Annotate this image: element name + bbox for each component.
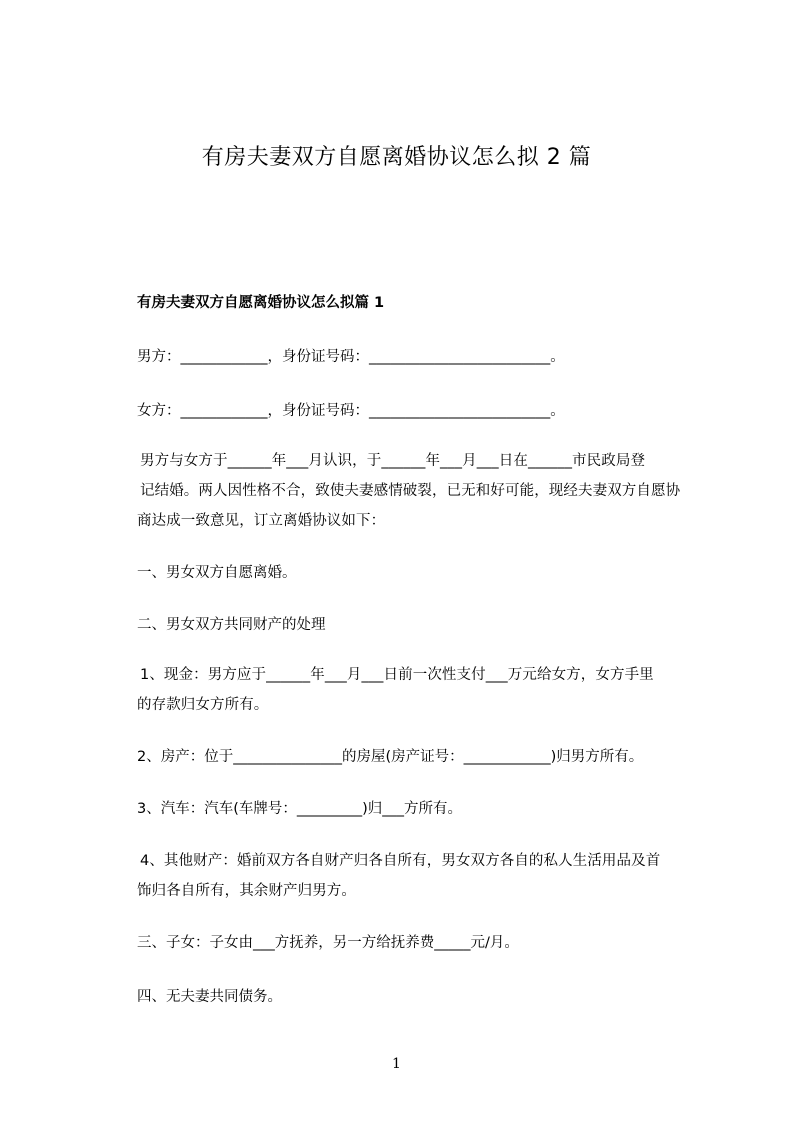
clause-two: 二、男女双方共同财产的处理 xyxy=(137,617,326,633)
item-other-line: 4、其他财产：婚前双方各自财产归各自所有，男女双方各自的私人生活用品及首 xyxy=(140,853,661,869)
item-house: 2、房产：位于_______________的房屋(房产证号：____________)归男方所有。 xyxy=(137,749,644,765)
item-other-line: 饰归各自所有，其余财产归男方。 xyxy=(137,883,356,899)
section-heading: 有房夫妻双方自愿离婚协议怎么拟篇 1 xyxy=(137,295,385,311)
page-number: 1 xyxy=(392,1056,401,1072)
intro-line: 商达成一致意见，订立离婚协议如下： xyxy=(137,513,386,529)
item-cash-line: 1、现金：男方应于______年___月___日前一次性支付___万元给女方，女方手里 xyxy=(140,667,654,683)
item-cash-line: 的存款归女方所有。 xyxy=(137,697,269,713)
male-party-line: 男方：____________，身份证号码：_________________________。 xyxy=(137,349,565,365)
document-title: 有房夫妻双方自愿离婚协议怎么拟 2 篇 xyxy=(201,145,592,170)
clause-three: 三、子女：子女由___方抚养，另一方给抚养费_____元/月。 xyxy=(137,935,519,951)
intro-paragraph xyxy=(137,446,712,536)
item-other-paragraph xyxy=(137,846,712,906)
item-cash-paragraph xyxy=(137,660,712,720)
clause-one: 一、男女双方自愿离婚。 xyxy=(137,565,297,581)
clause-four: 四、无夫妻共同债务。 xyxy=(137,989,282,1005)
intro-line: 男方与女方于______年___月认识，于______年___月___日在______市民政局登 xyxy=(140,453,646,469)
female-party-line: 女方：____________，身份证号码：_________________________。 xyxy=(137,403,565,419)
intro-line: 记结婚。两人因性格不合，致使夫妻感情破裂，已无和好可能，现经夫妻双方自愿协 xyxy=(140,483,681,499)
item-car: 3、汽车：汽车(车牌号：_________)归___方所有。 xyxy=(137,801,463,817)
